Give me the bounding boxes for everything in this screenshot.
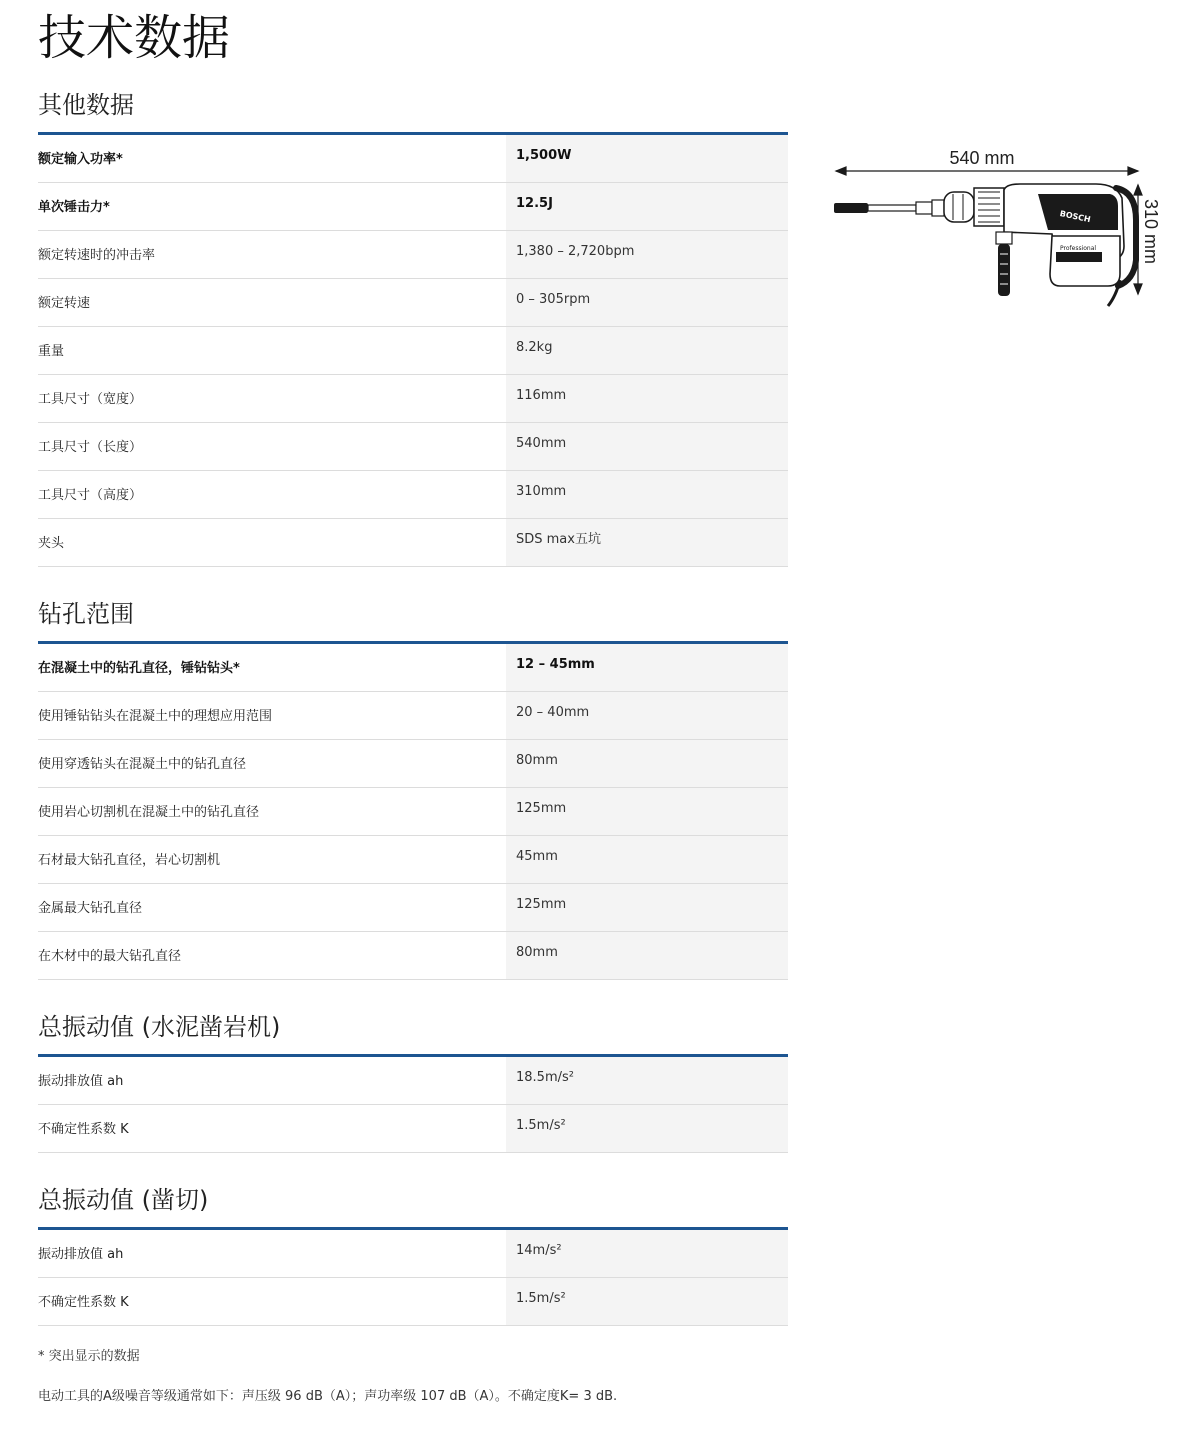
spec-row (38, 692, 788, 740)
section-title-vibration-concrete: 总振动值 (水泥凿岩机) (38, 1013, 281, 1041)
footnote-noise-level: 电动工具的A级噪音等级通常如下：声压级 96 dB（A）；声功率级 107 dB（A）。不确定度K= 3 dB. (38, 1389, 618, 1404)
hammer-drill-drawing (834, 184, 1136, 306)
spec-value: 8.2kg (506, 327, 788, 374)
spec-value: 18.5m/s² (506, 1057, 788, 1104)
spec-label: 使用锤钻钻头在混凝土中的理想应用范围 (38, 709, 273, 724)
brand-text: BOSCH (1058, 208, 1092, 225)
spec-row (38, 836, 788, 884)
spec-label: 使用岩心切割机在混凝土中的钻孔直径 (38, 805, 260, 820)
spec-table-vibration-concrete (38, 1054, 788, 1153)
spec-row (38, 1278, 788, 1326)
spec-label: 工具尺寸（高度） (38, 488, 143, 503)
spec-label: 在木材中的最大钻孔直径 (38, 949, 182, 964)
spec-label: 重量 (38, 344, 65, 359)
model-text: Professional (1060, 245, 1097, 252)
spec-label: 额定输入功率* (38, 152, 123, 167)
spec-value: 20 – 40mm (506, 692, 788, 739)
spec-row (38, 1230, 788, 1278)
spec-value: 80mm (506, 932, 788, 979)
page-title: 技术数据 (38, 10, 231, 66)
spec-label: 不确定性系数 K (38, 1295, 129, 1310)
spec-row (38, 932, 788, 980)
spec-label: 振动排放值 ah (38, 1247, 124, 1262)
spec-row (38, 1105, 788, 1153)
spec-label: 工具尺寸（宽度） (38, 392, 143, 407)
spec-value: 1.5m/s² (506, 1105, 788, 1152)
spec-value: 80mm (506, 740, 788, 787)
spec-row (38, 135, 788, 183)
spec-label: 额定转速时的冲击率 (38, 248, 156, 263)
spec-value: 1.5m/s² (506, 1278, 788, 1325)
spec-value: 1,500W (506, 135, 788, 182)
footnote-highlighted: * 突出显示的数据 (38, 1349, 140, 1364)
spec-value: 45mm (506, 836, 788, 883)
spec-value: 1,380 – 2,720bpm (506, 231, 788, 278)
spec-row (38, 423, 788, 471)
spec-label: 夹头 (38, 536, 65, 551)
section-title-vibration-chiselling: 总振动值 (凿切) (38, 1186, 209, 1214)
spec-value: 116mm (506, 375, 788, 422)
spec-table-vibration-chiselling (38, 1227, 788, 1326)
spec-row (38, 788, 788, 836)
product-dimension-diagram (820, 140, 1176, 316)
spec-row (38, 1057, 788, 1105)
spec-row (38, 471, 788, 519)
spec-label: 工具尺寸（长度） (38, 440, 143, 455)
spec-value: 540mm (506, 423, 788, 470)
spec-label: 在混凝土中的钻孔直径，锤钻钻头* (38, 661, 240, 676)
spec-row (38, 327, 788, 375)
spec-row (38, 183, 788, 231)
spec-label: 使用穿透钻头在混凝土中的钻孔直径 (38, 757, 247, 772)
section-title-drilling-range: 钻孔范围 (38, 600, 134, 628)
spec-label: 金属最大钻孔直径 (38, 901, 143, 916)
spec-value: SDS max五坑 (506, 519, 788, 566)
spec-label: 单次锤击力* (38, 200, 110, 215)
spec-row (38, 279, 788, 327)
section-title-other-data: 其他数据 (38, 91, 134, 119)
spec-label: 额定转速 (38, 296, 91, 311)
spec-row (38, 231, 788, 279)
spec-row (38, 375, 788, 423)
spec-table-other-data (38, 132, 788, 567)
spec-row (38, 884, 788, 932)
spec-value: 14m/s² (506, 1230, 788, 1277)
spec-value: 125mm (506, 884, 788, 931)
spec-row (38, 644, 788, 692)
spec-row (38, 740, 788, 788)
spec-table-drilling-range (38, 641, 788, 980)
spec-value: 310mm (506, 471, 788, 518)
spec-value: 0 – 305rpm (506, 279, 788, 326)
spec-label: 不确定性系数 K (38, 1122, 129, 1137)
length-label: 540 mm (949, 148, 1015, 168)
spec-value: 125mm (506, 788, 788, 835)
spec-value: 12 – 45mm (506, 644, 788, 691)
spec-row (38, 519, 788, 567)
height-label: 310 mm (1141, 199, 1161, 265)
spec-label: 石材最大钻孔直径，岩心切割机 (38, 853, 221, 868)
spec-label: 振动排放值 ah (38, 1074, 124, 1089)
length-dimension-line (836, 167, 1138, 175)
spec-value: 12.5J (506, 183, 788, 230)
